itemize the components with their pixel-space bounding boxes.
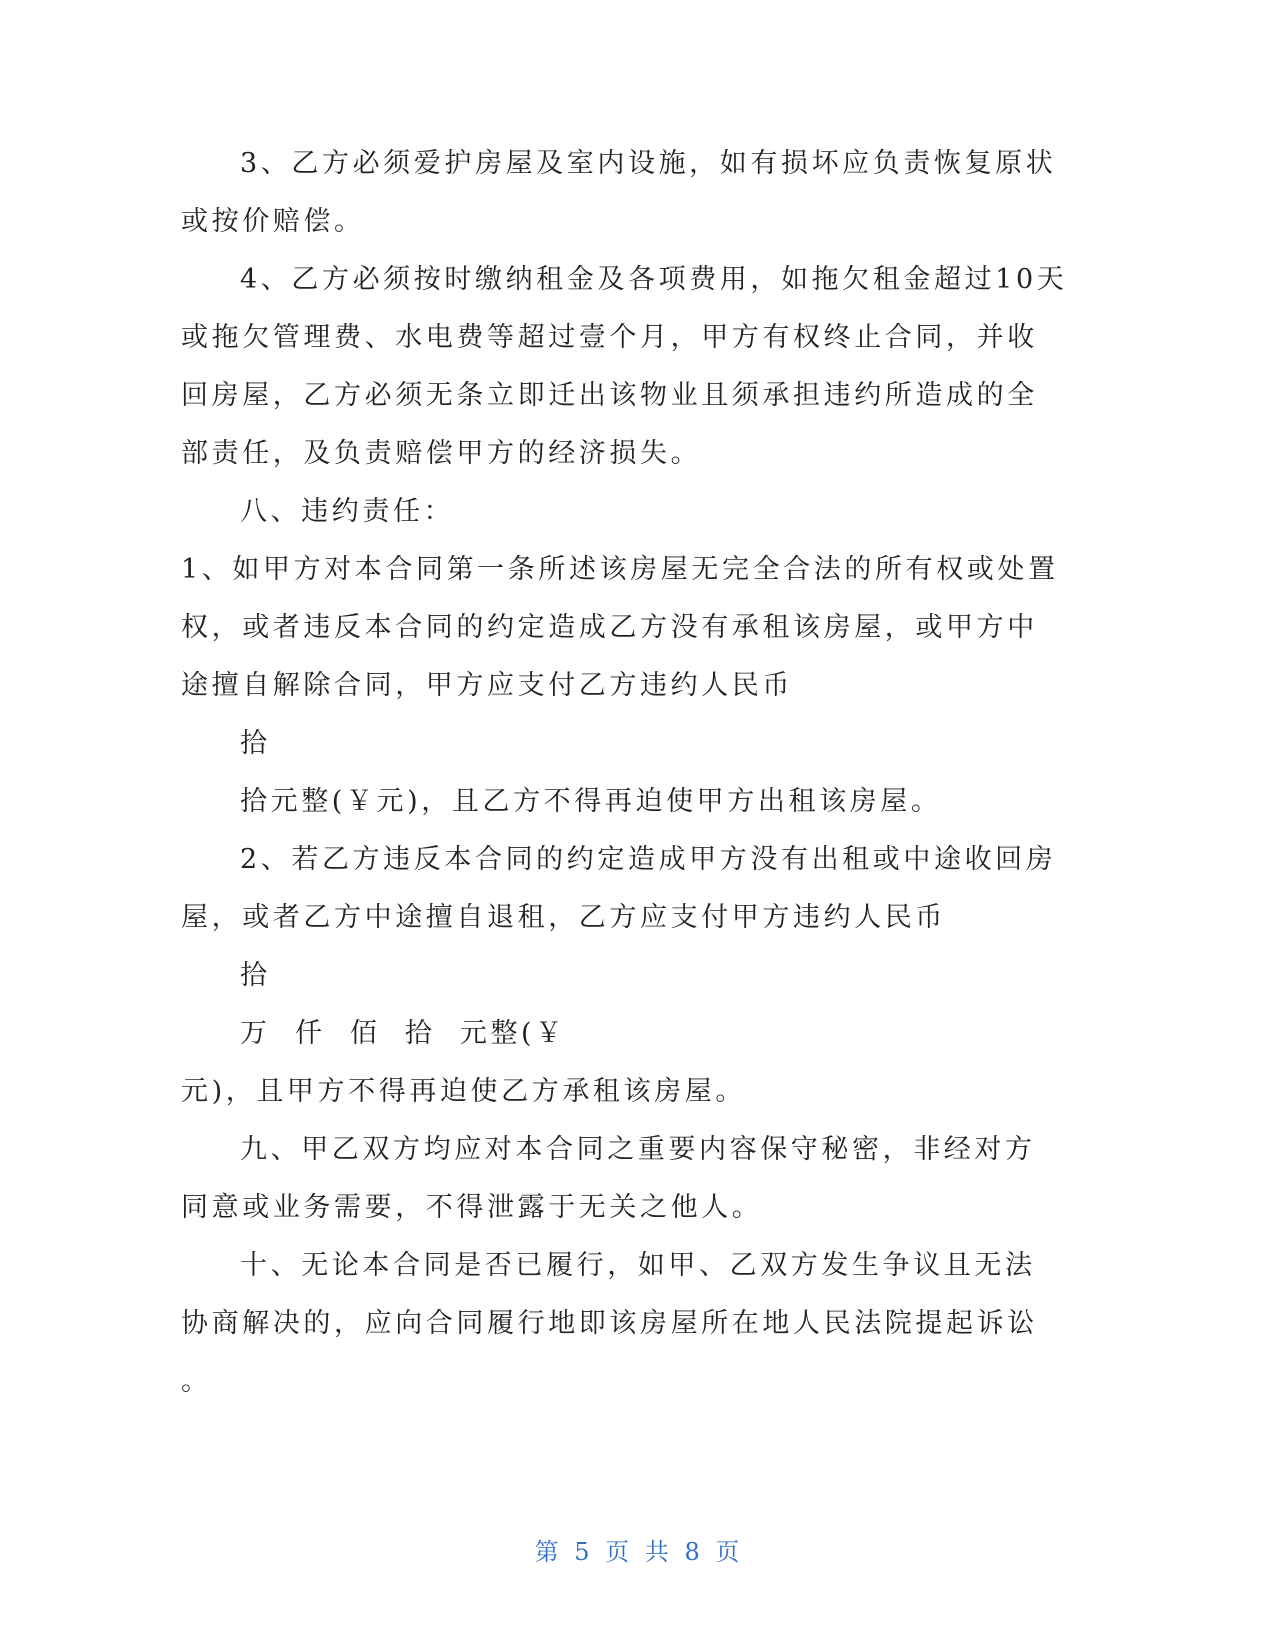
text-line: 九、甲乙双方均应对本合同之重要内容保守秘密，非经对方 bbox=[240, 1134, 1036, 1165]
text-line: 万 仟 佰 拾 元整(￥ bbox=[240, 1018, 566, 1049]
text-line: 同意或业务需要，不得泄露于无关之他人。 bbox=[181, 1192, 763, 1223]
text-line: 元)，且甲方不得再迫使乙方承租该房屋。 bbox=[181, 1076, 746, 1107]
text-line: 拾元整(￥元)，且乙方不得再迫使甲方出租该房屋。 bbox=[240, 786, 942, 817]
text-line: 拾 bbox=[240, 960, 271, 991]
text-line: 或拖欠管理费、水电费等超过壹个月，甲方有权终止合同，并收 bbox=[181, 322, 1038, 353]
text-line: 协商解决的，应向合同履行地即该房屋所在地人民法院提起诉讼 bbox=[181, 1308, 1038, 1339]
text-line: 途擅自解除合同，甲方应支付乙方违约人民币 bbox=[181, 670, 793, 701]
text-line: 部责任，及负责赔偿甲方的经济损失。 bbox=[181, 438, 702, 469]
text-line: 回房屋，乙方必须无条立即迁出该物业且须承担违约所造成的全 bbox=[181, 380, 1038, 411]
text-line: 十、无论本合同是否已履行，如甲、乙双方发生争议且无法 bbox=[240, 1250, 1036, 1281]
text-line: 1、如甲方对本合同第一条所述该房屋无完全合法的所有权或处置 bbox=[181, 554, 1059, 585]
page-number-footer: 第 5 页 共 8 页 bbox=[534, 1538, 741, 1566]
section-heading: 八、违约责任： bbox=[240, 496, 455, 527]
text-line: 权，或者违反本合同的约定造成乙方没有承租该房屋，或甲方中 bbox=[181, 612, 1038, 643]
text-line: 拾 bbox=[240, 728, 271, 759]
text-line: 2、若乙方违反本合同的约定造成甲方没有出租或中途收回房 bbox=[240, 844, 1057, 875]
text-line: 或按价赔偿。 bbox=[181, 206, 365, 237]
text-line: 3、乙方必须爱护房屋及室内设施，如有损坏应负责恢复原状 bbox=[240, 148, 1057, 179]
text-line: 4、乙方必须按时缴纳租金及各项费用，如拖欠租金超过10天 bbox=[240, 264, 1068, 295]
text-line: 。 bbox=[181, 1366, 212, 1397]
text-line: 屋，或者乙方中途擅自退租，乙方应支付甲方违约人民币 bbox=[181, 902, 946, 933]
